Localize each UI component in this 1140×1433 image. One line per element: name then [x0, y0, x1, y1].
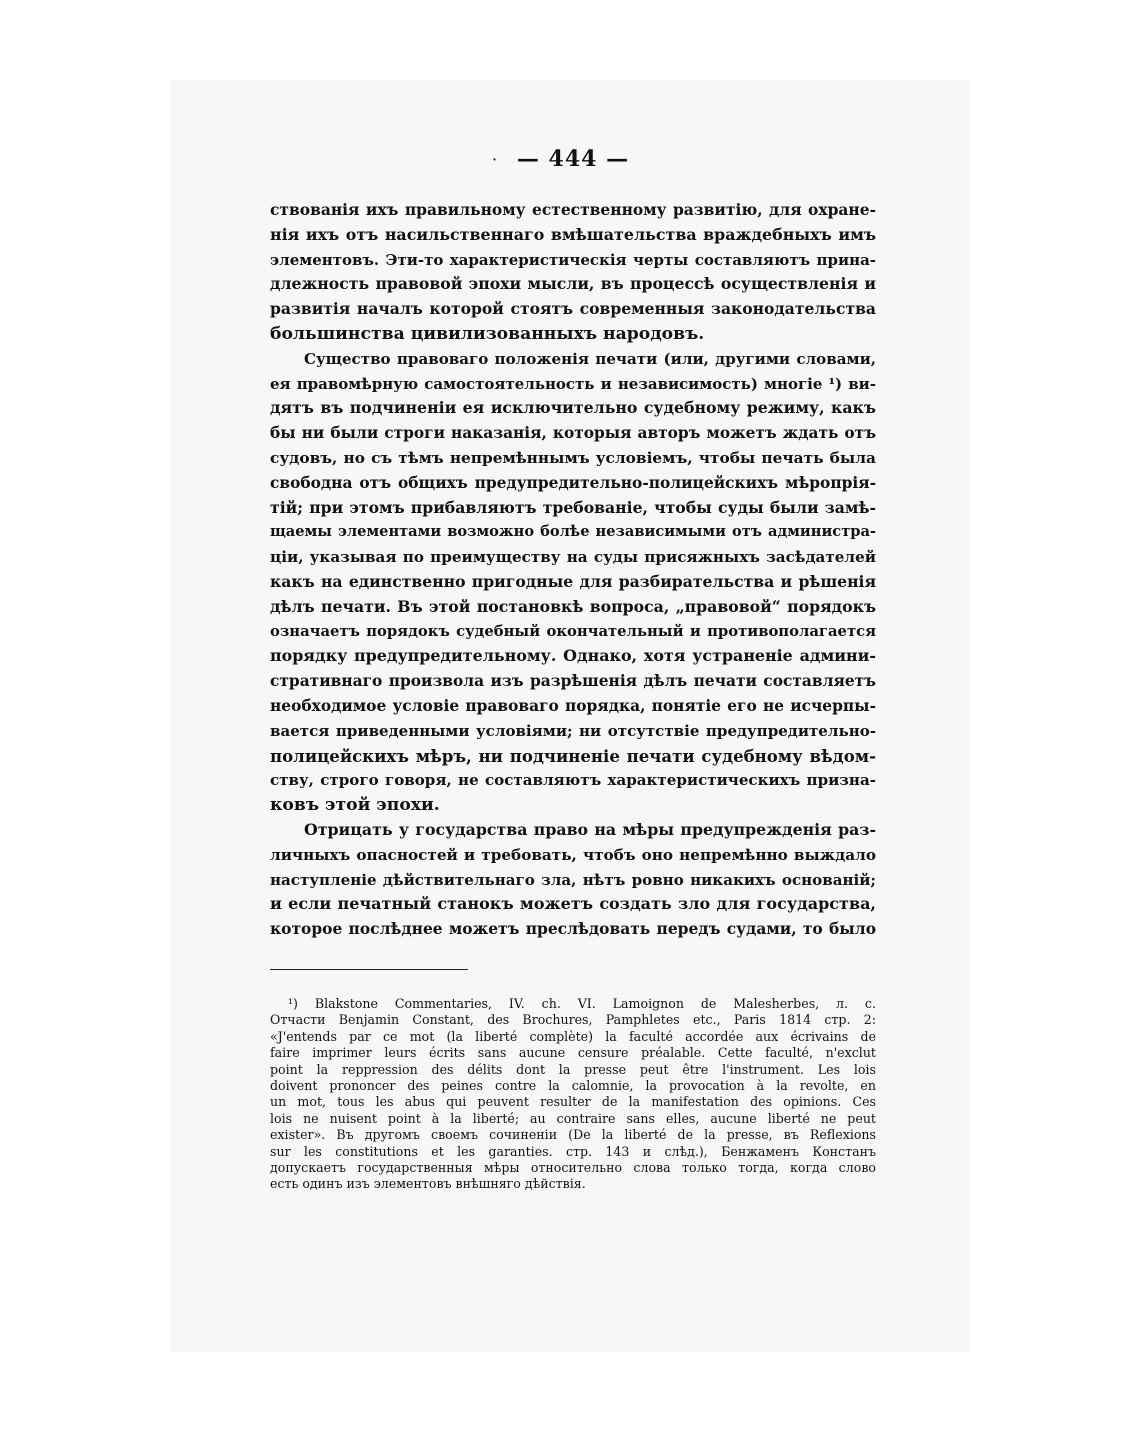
footnote-line: допускаетъ государственныя мѣры относительно слова только тогда, когда слово [270, 1160, 876, 1176]
text-line: ея правомѣрную самостоятельность и независимость) многіе ¹) ви- [270, 374, 876, 393]
footnote-line: doivent prononcer des peines contre la calomnie, la provocation à la revolte, en [270, 1078, 876, 1094]
text-line: свободна отъ общихъ предупредительно-полицейскихъ мѣропрія- [270, 473, 876, 492]
text-line: какъ на единственно пригодные для разбирательства и рѣшенія [270, 571, 876, 591]
text-line: элементовъ. Эти-то характеристическія черты составляютъ прина- [270, 250, 876, 269]
text-line: наступленіе дѣйствительнаго зла, нѣтъ ровно никакихъ основаній; [270, 870, 876, 889]
footnote-line: Отчасти Benjamin Constant, des Brochures, Pamphletes etc., Paris 1814 стр. 2: [270, 1012, 876, 1028]
footnote-line: point la reppression des délits dont la presse peut être l'instrument. Les lois [270, 1061, 876, 1077]
text-line: стративнаго произвола изъ разрѣшенія дѣлъ печати составляетъ [270, 672, 876, 691]
footnote-line: un mot, tous les abus qui peuvent resulter de la manifestation des opinions. Ces [270, 1094, 876, 1110]
text-line: щаемы элементами возможно болѣе независимыми отъ администра- [270, 523, 876, 541]
footnote [270, 996, 876, 1193]
text-line: дятъ въ подчиненіи ея исключительно судебному режиму, какъ [270, 398, 876, 418]
footnote-line: lois ne nuisent point à la liberté; au contraire sans elles, aucune liberté ne peut [270, 1110, 876, 1126]
text-line: большинства цивилизованныхъ народовъ. [270, 323, 705, 344]
text-line: судовъ, но съ тѣмъ непремѣннымъ условіемъ, чтобы печать была [270, 448, 876, 467]
text-line: вается приведенными условіями; ни отсутствіе предупредительно- [270, 721, 876, 740]
footnote-line: «J'entends par ce mot (la liberté complète) la faculté accordée aux écrivains de [270, 1028, 876, 1044]
footnote-line: ¹) Blakstone Commentaries, IV. ch. VI. Lamoignon de Malesherbes, л. с. [288, 996, 876, 1011]
text-line: ціи, указывая по преимуществу на суды присяжныхъ засѣдателей [270, 548, 876, 567]
text-line: порядку предупредительному. Однако, хотя устраненіе админи- [270, 646, 876, 666]
text-line: означаетъ порядокъ судебный окончательный и противополагается [270, 622, 876, 640]
speck: · [492, 150, 498, 169]
footnote-separator [270, 969, 468, 970]
text-line: дѣлъ печати. Въ этой постановкѣ вопроса, „правовой“ порядокъ [270, 596, 876, 616]
text-line: необходимое условіе правоваго порядка, понятіе его не исчерпы- [270, 696, 876, 715]
text-line: длежность правовой эпохи мысли, въ процессѣ осуществленія и [270, 274, 876, 294]
footnote-line: sur les constitutions et les garanties. стр. 143 и слѣд.), Бенжаменъ Констанъ [270, 1143, 876, 1159]
footnote-line: exister». Въ другомъ своемъ сочиненіи (De la liberté de la presse, въ Reflexions [270, 1127, 876, 1143]
text-line: развитія началъ которой стоятъ современныя законодательства [270, 299, 876, 319]
footnote-line: есть одинъ изъ элементовъ внѣшняго дѣйствія. [270, 1176, 586, 1192]
text-line: ковъ этой эпохи. [270, 795, 440, 816]
text-line: Существо правоваго положенія печати (или, другими словами, [304, 349, 876, 368]
text-line: бы ни были строги наказанія, которыя авторъ можетъ ждать отъ [270, 424, 876, 443]
text-line: которое послѣднее можетъ преслѣдовать передъ судами, то было [270, 919, 876, 939]
text-line: личныхъ опасностей и требовать, чтобъ оно непремѣнно выждало [270, 845, 876, 864]
page-number: — 444 — [516, 146, 630, 172]
text-line: тій; при этомъ прибавляютъ требованіе, чтобы суды были замѣ- [270, 497, 876, 517]
text-line: ству, строго говоря, не составляютъ характеристическихъ призна- [270, 771, 876, 790]
text-line: Отрицать у государства право на мѣры предупрежденія раз- [304, 819, 876, 839]
main-text [270, 198, 876, 942]
text-line: ствованія ихъ правильному естественному развитію, для охране- [270, 200, 876, 219]
footnote-line: faire imprimer leurs écrits sans aucune censure préalable. Cette faculté, n'exclut [270, 1045, 876, 1061]
text-line: и если печатный станокъ можетъ создать зло для государства, [270, 894, 876, 914]
text-line: нія ихъ отъ насильственнаго вмѣшательства враждебныхъ имъ [270, 224, 876, 244]
text-line: полицейскихъ мѣръ, ни подчиненіе печати судебному вѣдом- [270, 745, 876, 766]
